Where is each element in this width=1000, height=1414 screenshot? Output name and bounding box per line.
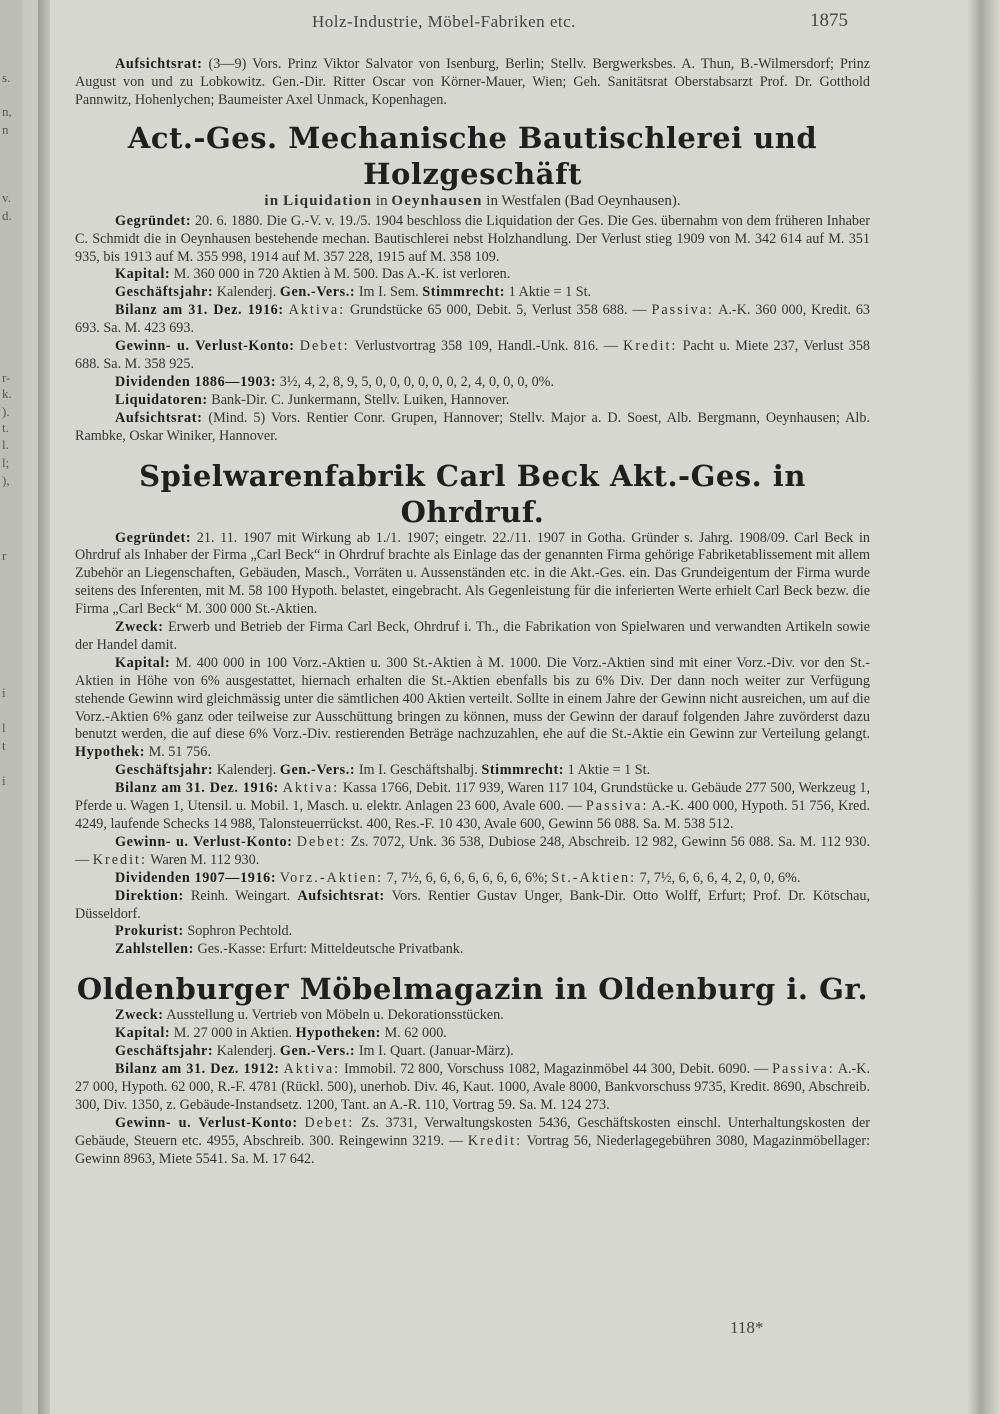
- margin-fragment: n,: [2, 104, 12, 119]
- paragraph-zahlstellen: [75, 941, 870, 959]
- field-sublabel: St.-Aktien:: [551, 869, 637, 886]
- entry-title: Act.-Ges. Mechanische Bautischlerei und Holzgeschäft: [127, 120, 818, 191]
- field-text: M. 62 000.: [384, 1025, 447, 1042]
- field-text: Reinh. Weingart.: [190, 887, 291, 904]
- field-label: Gewinn- u. Verlust-Konto:: [115, 1114, 298, 1131]
- field-label: Geschäftsjahr:: [115, 762, 214, 779]
- field-sublabel: Kredit:: [467, 1132, 523, 1149]
- field-text: Zs. 7072, Unk. 36 538, Dubiose 248, Abschreib. 12 982, Gewinn 56 088. Sa. M. 112 930. —: [75, 833, 871, 868]
- field-text: M. 27 000 in Aktien.: [173, 1025, 293, 1042]
- signature-mark: 118*: [730, 1318, 764, 1337]
- field-text: (3—9) Vors. Prinz Viktor Salvator von Isenburg, Berlin; Stellv. Bergwerksbes. A. Thun, B.-Wilmersdorf; Prinz August von und zu Lobkowitz. Gen.-Dir. Ritter Oscar von Körner-Mauer, Wien; Geh. Sanitätsrat Oberstabsarzt Prof. Dr. Gotthold Pannwitz, Hohenlychen; Baumeister Axel Unmack, Kopenhagen.: [75, 56, 870, 108]
- page-edge: [968, 0, 1000, 1414]
- entry-title: Spielwarenfabrik Carl Beck Akt.-Ges. in Ohrdruf.: [139, 458, 806, 529]
- location-status: Liquidation: [283, 192, 373, 209]
- margin-fragment: i: [2, 773, 6, 788]
- field-label: Bilanz am 31. Dez. 1912:: [115, 1060, 280, 1077]
- field-text: Waren M. 112 930.: [150, 851, 260, 868]
- field-label: Bilanz am 31. Dez. 1916:: [115, 780, 279, 797]
- field-sublabel: Passiva:: [772, 1060, 835, 1077]
- paragraph-gewinn-verlust: [75, 1115, 870, 1169]
- field-label: Gen.-Vers.:: [279, 1043, 356, 1060]
- field-label: Gewinn- u. Verlust-Konto:: [115, 833, 293, 850]
- margin-fragment: ).: [2, 404, 10, 419]
- text-column: [75, 56, 870, 1168]
- field-label: Kapital:: [115, 266, 171, 283]
- field-text: Ges.-Kasse: Erfurt: Mitteldeutsche Privatbank.: [197, 941, 464, 958]
- paragraph-geschaeftsjahr: [75, 1043, 870, 1061]
- field-text: 1 Aktie = 1 St.: [508, 284, 592, 301]
- field-sublabel: Passiva:: [585, 798, 649, 815]
- field-text: Im I. Sem.: [358, 284, 419, 301]
- field-label: Kapital:: [115, 1025, 171, 1042]
- field-label: Bilanz am 31. Dez. 1916:: [115, 302, 284, 319]
- field-sublabel: Debet:: [299, 338, 350, 355]
- location-suffix: in Westfalen (Bad Oeynhausen).: [486, 192, 681, 209]
- field-label: Dividenden 1886—1903:: [115, 373, 277, 390]
- field-label: Hypothek:: [75, 744, 146, 761]
- field-sublabel: Aktiva:: [288, 302, 346, 319]
- field-label: Aufsichtsrat:: [115, 409, 203, 426]
- field-text: Kassa 1766, Debit. 117 939, Waren 117 104, Grundstücke u. Gebäude 277 500, Werkzeug 1, Pferde u. Wagen 1, Utensil. u. Mobil. 1, Masch. u. elektr. Anlagen 23 600, Avale 600. —: [75, 780, 870, 815]
- field-label: Gegründet:: [115, 529, 192, 546]
- paragraph-aufsichtsrat-continued: [75, 56, 870, 110]
- entry-title: Oldenburger Möbelmagazin in Oldenburg i. Gr.: [76, 972, 869, 1007]
- field-text: Ausstellung u. Vertrieb von Möbeln u. Dekorationsstücken.: [166, 1007, 504, 1024]
- field-label: Geschäftsjahr:: [115, 1043, 214, 1060]
- field-label: Zweck:: [115, 619, 164, 636]
- field-text: Erwerb und Betrieb der Firma Carl Beck, Ohrdruf i. Th., die Fabrikation von Spielwaren und verwandten Artikeln sowie der Handel damit.: [75, 619, 871, 653]
- field-sublabel: Aktiva:: [283, 1060, 341, 1077]
- field-sublabel: Passiva:: [651, 302, 714, 319]
- paragraph-zweck: [75, 619, 870, 655]
- margin-fragment: l;: [2, 455, 10, 470]
- paragraph-kapital: [75, 1025, 870, 1043]
- paragraph-kapital: [75, 266, 870, 284]
- document-page: [50, 0, 968, 1414]
- margin-fragment: d.: [2, 208, 12, 223]
- margin-fragment: l: [2, 720, 6, 735]
- field-label: Zahlstellen:: [115, 941, 194, 958]
- paragraph-gegruendet: [75, 213, 870, 267]
- paragraph-geschaeftsjahr: [75, 284, 870, 302]
- margin-fragment: k.: [2, 386, 12, 401]
- field-text: Vortrag 56, Niederlagegebühren 3080, Magazinmöbellager: Gewinn 8963, Miete 5541. Sa. M. 17 642.: [75, 1132, 871, 1167]
- running-header: [50, 8, 968, 36]
- paragraph-bilanz: [75, 780, 870, 834]
- location-prefix: in: [264, 192, 280, 209]
- field-text: Im I. Quart. (Januar-März).: [358, 1043, 514, 1060]
- margin-fragment: t: [2, 738, 6, 753]
- field-text: M. 51 756.: [148, 744, 211, 761]
- field-text: Vors. Rentier Gustav Unger, Bank-Dir. Otto Wolff, Erfurt; Prof. Dr. Kötschau, Düsseldorf.: [75, 887, 871, 922]
- field-text: 7, 7½, 6, 6, 6, 4, 2, 0, 0, 6%.: [639, 869, 801, 886]
- field-label: Liquidatoren:: [115, 391, 208, 408]
- paragraph-gewinn-verlust: [75, 338, 870, 374]
- margin-fragment: r-: [2, 370, 11, 385]
- field-text: (Mind. 5) Vors. Rentier Conr. Grupen, Hannover; Stellv. Major a. D. Soest, Alb. Bergmann, Oeynhausen; Alb. Rambke, Oskar Winiker, Hannover.: [75, 409, 870, 444]
- field-label: Kapital:: [115, 654, 171, 671]
- field-label: Zweck:: [115, 1007, 164, 1024]
- paragraph-zweck: [75, 1007, 870, 1025]
- location-city: Oeynhausen: [391, 192, 483, 209]
- field-label: Gen.-Vers.:: [279, 762, 356, 779]
- margin-fragment: l.: [2, 437, 9, 452]
- paragraph-dividenden: [75, 870, 870, 888]
- field-sublabel: Aktiva:: [282, 780, 340, 797]
- field-label: Prokurist:: [115, 923, 184, 940]
- field-text: M. 360 000 in 720 Aktien à M. 500. Das A.-K. ist verloren.: [173, 266, 511, 283]
- paragraph-dividenden: [75, 374, 870, 392]
- field-text: 21. 11. 1907 mit Wirkung ab 1./1. 1907; eingetr. 22./11. 1907 in Gotha. Gründer s. Jahrg. 1908/09. Carl Beck in Ohrdruf als Inhaber der Firma „Carl Beck“ in Ohrdruf brachte als Einlage das der genannten Firma gehörige Fabriketablissement mit allem Zubehör an Liegenschaften, Gebäuden, Masch., Vorräten u. Aussenständen etc. in die Akt.-Ges. ein. Das Grundeigentum der Firma wurde seitens des Inferenten, mit M. 58 100 Hypoth. belastet, eingebracht. Als Gegenleistung für die inferierten Werte erhielt Carl Beck bezw. die Firma „Carl Beck“ M. 300 000 St.-Aktien.: [75, 529, 871, 618]
- field-label: Gewinn- u. Verlust-Konto:: [115, 338, 295, 355]
- margin-fragment: n: [2, 122, 9, 137]
- page-number: 1875: [810, 10, 848, 31]
- field-text: Kalenderj.: [216, 1043, 277, 1060]
- entry-location: [75, 192, 870, 211]
- field-sublabel: Kredit:: [92, 851, 147, 868]
- field-label: Gen.-Vers.:: [279, 284, 356, 301]
- paragraph-prokurist: [75, 923, 870, 941]
- field-label: Aufsichtsrat:: [297, 887, 385, 904]
- paragraph-geschaeftsjahr: [75, 762, 870, 780]
- field-text: 7, 7½, 6, 6, 6, 6, 6, 6, 6, 6%;: [386, 869, 548, 886]
- location-mid: in: [375, 192, 388, 209]
- field-text: A.-K. 27 000, Hypoth. 62 000, R.-F. 4781 (Rückl. 500), unerhob. Div. 46, Kaut. 1000, Avale 8000, Bankvorschuss 9735, Kredit. 8690, Abschreib. 300, Div. 1350, z. Gebäude-Instandsetz. 1200, Tant. an A.-R. 110, Vortrag 59. Sa. M. 124 273.: [75, 1060, 871, 1113]
- field-label: Geschäftsjahr:: [115, 284, 214, 301]
- field-text: Im I. Geschäftshalbj.: [358, 762, 478, 779]
- header-title: Holz-Industrie, Möbel-Fabriken etc.: [312, 12, 576, 31]
- field-label: Stimmrecht:: [422, 284, 506, 301]
- margin-fragment: s.: [2, 70, 11, 85]
- field-label: Gegründet:: [115, 212, 192, 229]
- field-text: Pacht u. Miete 237, Verlust 358 688. Sa. M. 358 925.: [75, 338, 871, 372]
- margin-fragment: i: [2, 685, 6, 700]
- field-text: M. 400 000 in 100 Vorz.-Aktien u. 300 St.-Aktien à M. 1000. Die Vorz.-Aktien sind mit einer Vorz.-Div. vor den St.-Aktien in Höhe von 6% ausgestattet, hiernach erhalten die St.-Aktien ebenfalls bis zu 6% Div. Der dann noch weiter zur Verfügung stehende Gewinn wird gleichmässig unter die sämtlichen 400 Aktien verteilt. Sollte in einem Jahre der Gewinn nicht ausreichen, um auf die Vorz.-Aktien 6% ganz oder teilweise zur Ausschüttung bringen zu können, muss der Gewinn der darauf folgenden Jahre zuvörderst dazu benutzt werden, die auf diese 6% Vorz.-Div. restierenden Beträge nachzuzahlen, ehe auf die St.-Aktie ein Gewinn zur Verteilung gelangt.: [75, 654, 871, 743]
- paragraph-gegruendet: [75, 530, 870, 620]
- field-text: A.-K. 360 000, Kredit. 63 693. Sa. M. 423 693.: [75, 302, 871, 337]
- field-text: Kalenderj.: [216, 284, 277, 301]
- previous-page-margin: [0, 0, 22, 1414]
- paragraph-liquidatoren: [75, 392, 870, 410]
- book-spine-shadow: [38, 0, 50, 1414]
- paragraph-bilanz: [75, 302, 870, 338]
- paragraph-direktion: [75, 888, 870, 924]
- margin-fragment: t.: [2, 420, 9, 435]
- field-text: Zs. 3731, Verwaltungskosten 5436, Geschäftskosten einschl. Unterhaltungskosten der Gebäude, Steuern etc. 4955, Abschreib. 300. Reingewinn 3219. —: [75, 1114, 871, 1149]
- field-sublabel: Debet:: [296, 833, 347, 850]
- field-text: Bank-Dir. C. Junkermann, Stellv. Luiken, Hannover.: [211, 391, 510, 408]
- margin-fragment: ),: [2, 473, 10, 488]
- field-text: Verlustvortrag 358 109, Handl.-Unk. 816. —: [354, 338, 618, 355]
- paragraph-kapital: [75, 655, 870, 762]
- field-label: Dividenden 1907—1916:: [115, 869, 277, 886]
- field-text: A.-K. 400 000, Hypoth. 51 756, Kred. 4249, laufende Schecks 14 988, Talonsteuerrückst. 400, Res.-F. 10 430, Avale 600, Gewinn 56 088. Sa. M. 538 512.: [75, 798, 870, 832]
- field-text: 3½, 4, 2, 8, 9, 5, 0, 0, 0, 0, 0, 0, 2, 4, 0, 0, 0, 0%.: [279, 373, 555, 390]
- field-sublabel: Kredit:: [623, 338, 678, 355]
- field-label: Stimmrecht:: [481, 762, 565, 779]
- field-sublabel: Debet:: [304, 1114, 355, 1131]
- margin-fragment: v.: [2, 190, 11, 205]
- field-sublabel: Vorz.-Aktien:: [279, 869, 384, 886]
- paragraph-aufsichtsrat: [75, 410, 870, 446]
- field-text: Grundstücke 65 000, Debit. 5, Verlust 358 688. —: [350, 302, 647, 319]
- field-label: Hypotheken:: [295, 1025, 382, 1042]
- field-label: Direktion:: [115, 887, 184, 904]
- paragraph-bilanz: [75, 1061, 870, 1115]
- field-text: Kalenderj.: [216, 762, 277, 779]
- field-text: 1 Aktie = 1 St.: [567, 762, 651, 779]
- field-text: Sophron Pechtold.: [187, 923, 293, 940]
- margin-fragment: r: [2, 548, 7, 563]
- field-text: Immobil. 72 800, Vorschuss 1082, Magazinmöbel 44 300, Debit. 6090. —: [343, 1060, 769, 1077]
- field-label: Aufsichtsrat:: [115, 56, 203, 72]
- field-text: 20. 6. 1880. Die G.-V. v. 19./5. 1904 beschloss die Liquidation der Ges. Die Ges. übernahm von dem früheren Inhaber C. Schmidt die in Oeynhausen bestehende mechan. Bautischlerei nebst Holzhandlung. Der Verlust stieg 1909 von M. 342 614 auf M. 351 935, bis 1913 auf M. 355 998, 1914 auf M. 357 228, 1915 auf M. 358 109.: [75, 212, 870, 265]
- paragraph-gewinn-verlust: [75, 834, 870, 870]
